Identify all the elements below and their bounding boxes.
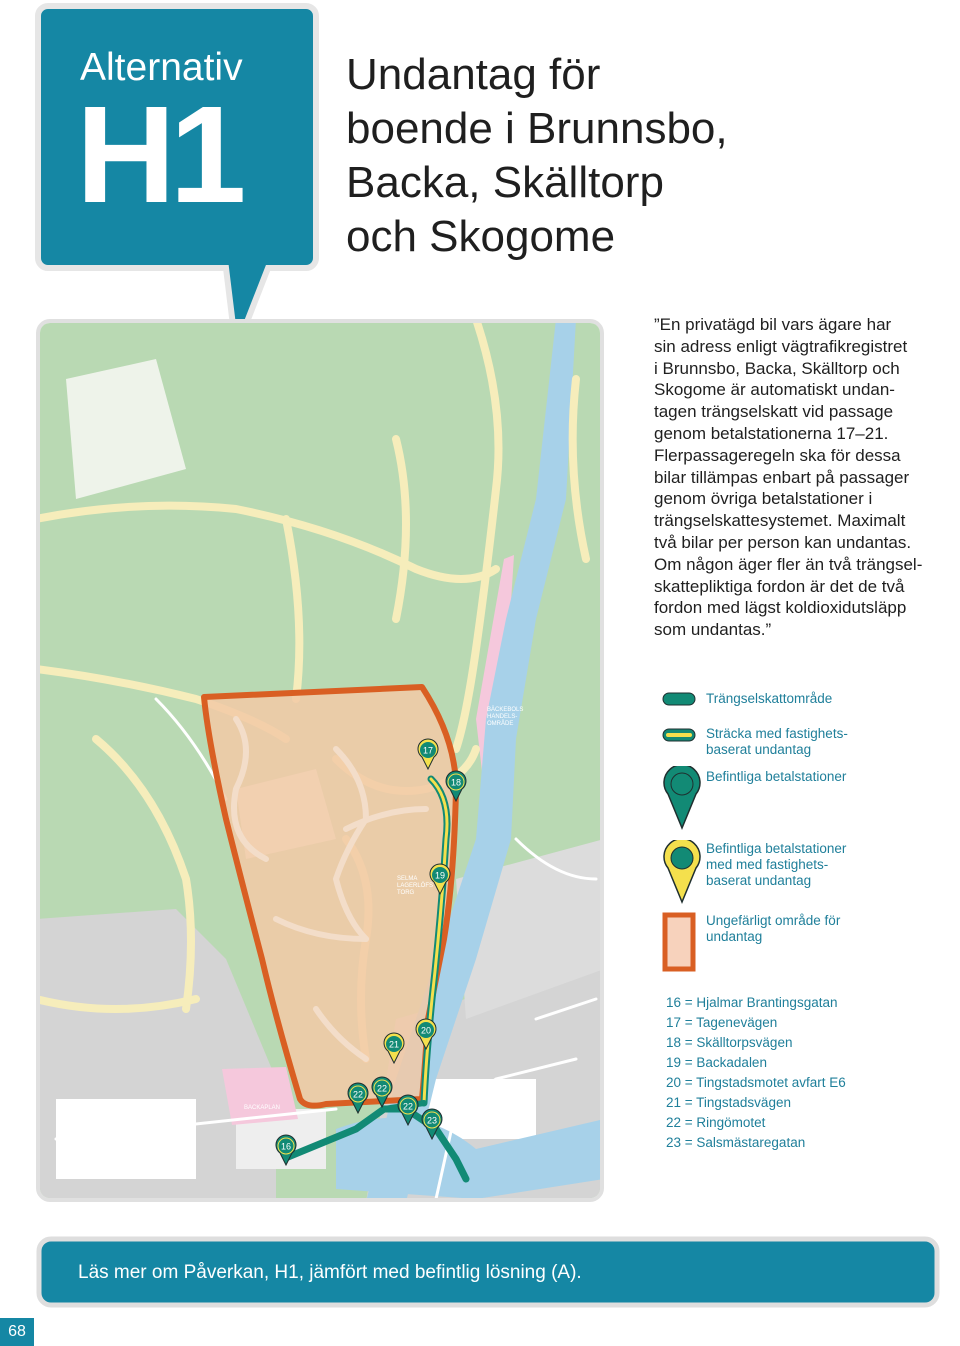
- quote-line: tagen trängselskatt vid passage: [654, 402, 894, 422]
- quote-line: ”En privatägd bil vars ägare har: [654, 315, 892, 334]
- legend-exempt-route-swatch: [662, 728, 696, 742]
- quote-line: Om någon äger fler än två trängsel-: [654, 554, 923, 574]
- map-label-backebol: BÄCKEBOLS: [487, 707, 524, 713]
- legend-station-pin-icon: [662, 766, 702, 830]
- svg-text:17: 17: [422, 745, 434, 756]
- title-line: Backa, Skälltorp: [346, 158, 664, 207]
- title-line: boende i Brunnsbo,: [346, 104, 728, 153]
- svg-text:22: 22: [352, 1089, 364, 1100]
- legend-area-label: Ungefärligt område för undantag: [706, 913, 841, 944]
- legend-exempt-stations-label: Befintliga betalstationer med med fastighets- baserat undantag: [706, 841, 847, 888]
- legend-area-swatch: [662, 912, 696, 972]
- quote-line: Skogome är automatiskt undan-: [654, 380, 895, 400]
- quote-line: som undantas.”: [654, 620, 772, 640]
- footer-link-text[interactable]: Läs mer om Påverkan, H1, jämfört med befintlig lösning (A).: [78, 1262, 582, 1283]
- svg-text:22: 22: [376, 1083, 388, 1094]
- legend-zone-label: Trängselskattområde: [706, 691, 833, 706]
- station-item: 19 = Backadalen: [666, 1055, 767, 1070]
- map-label-selma: SELMA: [397, 876, 418, 882]
- svg-text:21: 21: [388, 1039, 400, 1050]
- station-item: 22 = Ringömotet: [666, 1115, 766, 1130]
- svg-text:16: 16: [280, 1141, 292, 1152]
- map-label-selma: LAGERLÖFS: [397, 883, 434, 889]
- page-number: 68: [0, 1318, 34, 1346]
- station-list: [666, 993, 846, 1153]
- station-item: 16 = Hjalmar Brantingsgatan: [666, 995, 838, 1010]
- title-line: Undantag för: [346, 50, 601, 99]
- map-label-backebol: OMRÅDE: [487, 721, 514, 727]
- map-label-selma: TORG: [397, 890, 415, 896]
- quote-line: trängselskattesystemet. Maximalt: [654, 511, 906, 531]
- map-label-backaplan: BACKAPLAN: [244, 1105, 281, 1111]
- legend-zone-swatch: [662, 692, 696, 706]
- quote-line: två bilar per person kan undantas.: [654, 532, 912, 552]
- quote-line: Flerpassageregeln ska för dessa: [654, 445, 901, 465]
- station-item: 23 = Salsmästaregatan: [666, 1135, 806, 1150]
- legend-exempt-pin-icon: [662, 840, 702, 904]
- svg-text:23: 23: [426, 1115, 438, 1126]
- quote-line: genom betalstationerna 17–21.: [654, 423, 889, 443]
- svg-text:18: 18: [450, 777, 462, 788]
- quote-line: fordon med lägst koldioxidutsläpp: [654, 598, 907, 618]
- quote-line: bilar tillämpas enbart på passager: [654, 467, 910, 487]
- quote-line: i Brunnsbo, Backa, Skälltorp och: [654, 358, 900, 378]
- quote-line: genom övriga betalstationer i: [654, 489, 873, 509]
- legend-stations-label: Befintliga betalstationer: [706, 769, 847, 784]
- svg-text:22: 22: [402, 1101, 414, 1112]
- urban-block: [56, 1099, 196, 1179]
- station-item: 21 = Tingstadsvägen: [666, 1095, 791, 1110]
- page-title: [346, 48, 906, 264]
- station-item: 20 = Tingstadsmotet avfart E6: [666, 1075, 846, 1090]
- map-label-backebol: HANDELS-: [487, 714, 518, 720]
- svg-text:20: 20: [420, 1025, 432, 1036]
- quote-line: skattepliktiga fordon är det de två: [654, 576, 905, 596]
- quote-line: sin adress enligt vägtrafikregistret: [654, 336, 908, 356]
- legend-exempt-route-label: Sträcka med fastighets- baserat undantag: [706, 726, 848, 757]
- alternative-code: H1: [76, 78, 241, 232]
- station-item: 18 = Skälltorpsvägen: [666, 1035, 793, 1050]
- alternative-label: Alternativ: [80, 46, 243, 89]
- station-item: 17 = Tagenevägen: [666, 1015, 778, 1030]
- svg-text:19: 19: [434, 870, 446, 881]
- quote-text: [654, 314, 954, 641]
- title-line: och Skogome: [346, 212, 616, 261]
- map: [36, 319, 604, 1202]
